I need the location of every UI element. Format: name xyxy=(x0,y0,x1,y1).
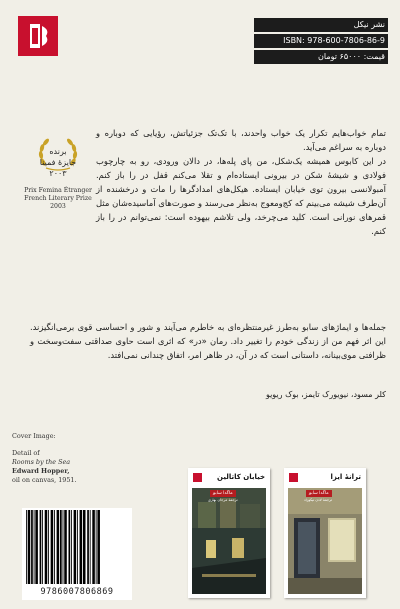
isbn-barcode xyxy=(22,508,132,600)
barcode-bar xyxy=(96,510,97,584)
book-1-painting-icon xyxy=(192,488,266,594)
book-2-logo xyxy=(289,473,298,482)
blurb-paragraph-1: تمام خواب‌هایم تکرار یک خواب واحدند، با تک‌تک جزئیاتش، رؤیایی که دوباره و دوباره به سراغم می‌آید. xyxy=(96,128,386,152)
barcode-bar xyxy=(80,510,83,584)
barcode-bar xyxy=(35,510,38,584)
prize-en-line1: Prix Femina Étranger xyxy=(24,187,92,194)
cover-caption-medium: oil on canvas, 1951. xyxy=(12,476,77,484)
barcode-bar xyxy=(92,510,95,584)
barcode-bar xyxy=(74,510,77,584)
cover-caption-heading: Cover Image: xyxy=(12,432,56,440)
book-1-logo xyxy=(193,473,202,482)
barcode-bar xyxy=(87,510,89,584)
cover-caption-line1: Detail of xyxy=(12,449,40,457)
review-credit: کلر مسود، نیویورک تایمز، بوک ریویو xyxy=(265,390,386,399)
barcode-bar xyxy=(34,510,35,584)
barcode-bar xyxy=(90,510,91,584)
barcode-bar xyxy=(60,510,62,584)
book-thumbnail-2 xyxy=(284,468,366,598)
book-2-painting-icon xyxy=(288,488,362,594)
price-label: قیمت: xyxy=(363,52,385,61)
logo-glyph-icon xyxy=(18,16,58,56)
prize-fa-year: ۲۰۰۳ xyxy=(49,169,67,178)
prize-en-year: 2003 xyxy=(50,203,66,210)
isbn-value: 978-600-7806-86-9 xyxy=(307,36,385,45)
barcode-bar xyxy=(28,510,31,584)
isbn-label: ISBN: xyxy=(283,36,305,45)
barcode-bar xyxy=(71,510,72,584)
prize-fa-line2: جایزهٔ فمینا xyxy=(39,158,77,167)
review-quote xyxy=(30,320,386,362)
blurb-paragraph-2: در این کابوس همیشه یک‌شکل، من پای پله‌ها، در دالان ورودی، رو به چارچوب فولادی و شیشهٔ شکن در بیرونی ایستاده‌ام و تقلا می‌کنم قفل در را باز کنم. آمبولانسی بیرون توی خیابان ایستاده. هیکل‌های امدادگرها را مات و درخشنده از آن‌طرف شیشه می‌بینم که کج‌ومعوج به‌نظر می‌رسند و صورت‌های آماسیده‌شان مثل قمرهای نورانی است. کلید می‌چرخد، ولی تلاشم بیهوده است: نمی‌توانم در را باز کنم. xyxy=(96,156,386,236)
book-2-title: ترانهٔ ایزا xyxy=(330,473,361,481)
cover-caption-artist: Edward Hopper, xyxy=(12,467,70,475)
isbn-row xyxy=(254,34,388,48)
blurb-excerpt xyxy=(96,126,386,238)
book-1-title: خیابان کاتالین xyxy=(217,473,265,481)
review-paragraph: جمله‌ها و ایماژهای سابو به‌طرز غیرمنتظره‌ای به خاطرم می‌آیند و شور و احساسی قوی برمی‌انگیزند. این اثر فهم من از زندگی خودم را تغییر داد. رمان «در» که اثری است حاوی صداقتی سفت‌وسخت و ظرافتی موی‌بینانه، داستانی است که در آن، در ظاهر امر، اتفاق چندانی نمی‌افتد. xyxy=(30,322,386,360)
price-value: ۶۵۰۰۰ تومان xyxy=(318,52,362,61)
cover-caption-artwork: Rooms by the Sea xyxy=(12,458,71,466)
barcode-bar xyxy=(42,510,43,584)
book-2-author: ماگدا سابو xyxy=(306,490,332,497)
publisher-logo xyxy=(18,16,58,56)
barcode-bar xyxy=(48,510,49,584)
barcode-digits: 9786007806869 xyxy=(40,587,114,597)
prize-en-line2: French Literary Prize xyxy=(24,195,92,202)
book-1-author: ماگدا سابو xyxy=(210,490,236,497)
publisher-info-box xyxy=(254,18,388,66)
book-1-translator: ترجمهٔ مرجان بهاری xyxy=(208,498,238,502)
barcode-bar xyxy=(51,510,54,584)
barcode-bar xyxy=(31,510,33,584)
barcode-bar xyxy=(40,510,42,584)
barcode-bar xyxy=(64,510,67,584)
price-row xyxy=(254,50,388,64)
book-thumbnail-1 xyxy=(188,468,270,598)
barcode-bars-icon xyxy=(22,508,132,586)
publisher-name: نشر نیکل xyxy=(254,18,388,32)
barcode-bar xyxy=(97,510,100,584)
cover-image-caption xyxy=(12,432,122,485)
book-1-cover-art xyxy=(192,488,266,594)
book-2-cover-art xyxy=(288,488,362,594)
barcode-bar xyxy=(69,510,71,584)
barcode-bar xyxy=(77,510,78,584)
barcode-bar xyxy=(54,510,55,584)
prize-badge xyxy=(20,138,96,211)
barcode-bar xyxy=(63,510,64,584)
barcode-bar xyxy=(26,510,27,584)
barcode-bar xyxy=(45,510,48,584)
barcode-bar xyxy=(83,510,86,584)
book-2-translator: ترجمهٔ لادن نیکوزاد xyxy=(304,498,333,502)
barcode-bar xyxy=(57,510,60,584)
prize-fa-line1: برنده xyxy=(49,147,67,156)
